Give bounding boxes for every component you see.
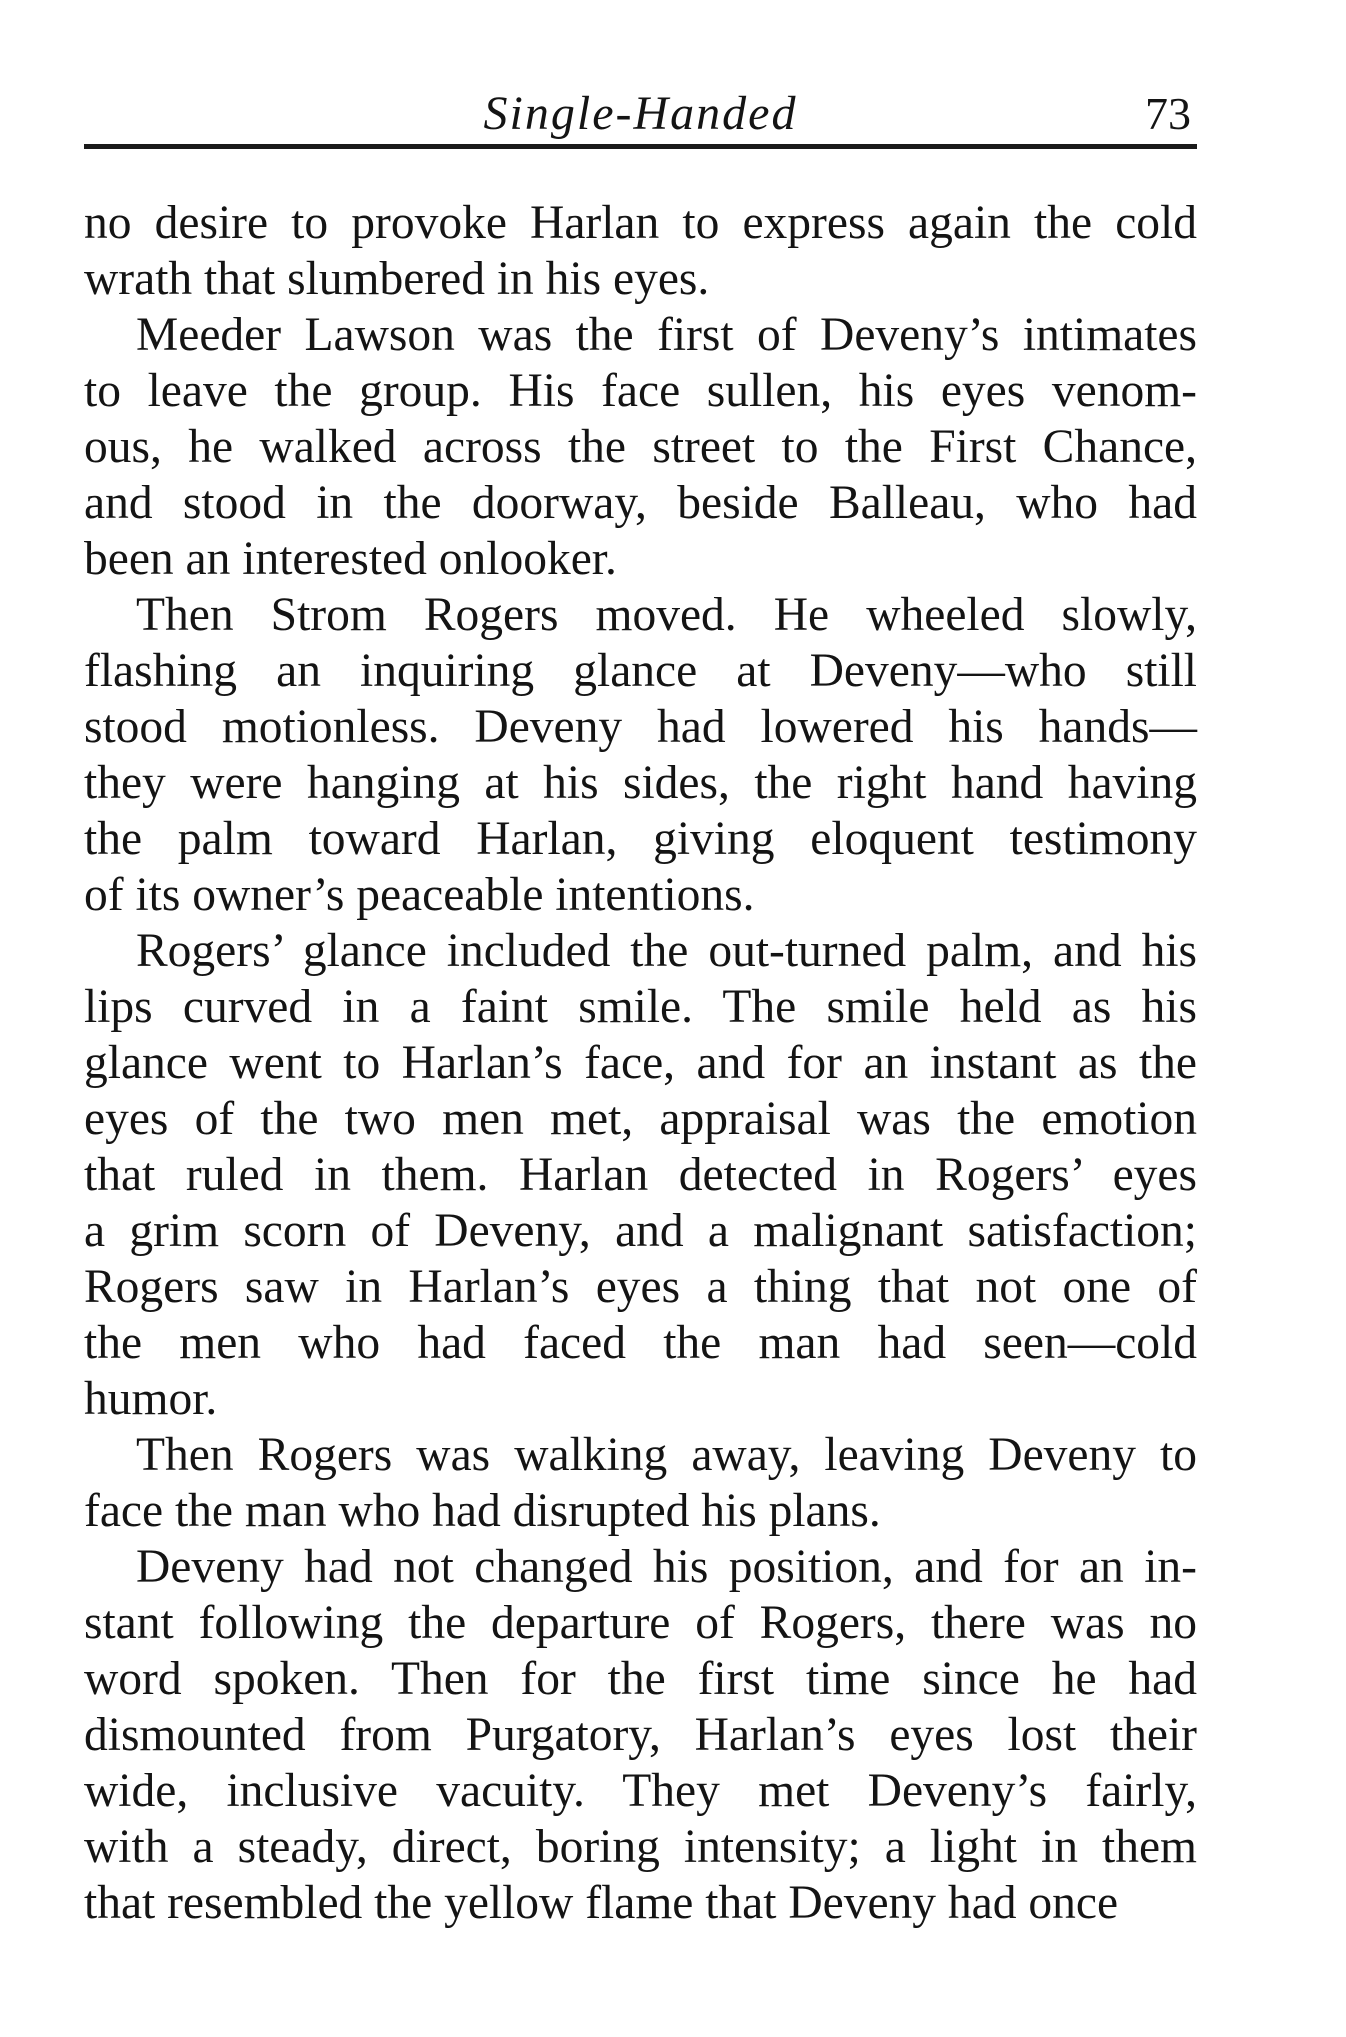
text-line: of its owner’s peaceable intentions. bbox=[84, 869, 755, 921]
page-number: 73 bbox=[1145, 88, 1191, 139]
paragraph bbox=[84, 307, 1197, 587]
running-title: Single-Handed bbox=[483, 87, 798, 140]
text-line: that resembled the yellow flame that Deveny had once bbox=[84, 1877, 1119, 1929]
text-line: with a steady, direct, boring intensity; a light in them bbox=[84, 1821, 1197, 1873]
text-line: stant following the departure of Rogers, there was no bbox=[84, 1597, 1197, 1649]
text-line: Rogers saw in Harlan’s eyes a thing that not one of bbox=[84, 1261, 1197, 1313]
text-line: wrath that slumbered in his eyes. bbox=[84, 253, 710, 305]
running-head bbox=[84, 86, 1197, 149]
paragraph bbox=[84, 195, 1197, 307]
text-line: lips curved in a faint smile. The smile held as his bbox=[84, 981, 1197, 1033]
text-line: face the man who had disrupted his plans. bbox=[84, 1485, 881, 1537]
text-line: and stood in the doorway, beside Balleau, who had bbox=[84, 477, 1197, 529]
text-line: eyes of the two men met, appraisal was the emotion bbox=[84, 1093, 1197, 1145]
text-line: Deveny had not changed his position, and for an in- bbox=[136, 1541, 1197, 1593]
book-page bbox=[84, 86, 1197, 1986]
text-line: they were hanging at his sides, the right hand having bbox=[84, 757, 1197, 809]
text-line: flashing an inquiring glance at Deveny—who still bbox=[84, 645, 1197, 697]
text-line: word spoken. Then for the first time since he had bbox=[84, 1653, 1197, 1705]
text-line: Then Strom Rogers moved. He wheeled slowly, bbox=[136, 589, 1197, 641]
text-line: to leave the group. His face sullen, his eyes venom- bbox=[84, 365, 1197, 417]
text-line: Then Rogers was walking away, leaving Deveny to bbox=[136, 1429, 1197, 1481]
text-line: glance went to Harlan’s face, and for an instant as the bbox=[84, 1037, 1197, 1089]
text-line: that ruled in them. Harlan detected in Rogers’ eyes bbox=[84, 1149, 1197, 1201]
paragraph bbox=[84, 923, 1197, 1427]
text-line: a grim scorn of Deveny, and a malignant satisfaction; bbox=[84, 1205, 1197, 1257]
text-line: the palm toward Harlan, giving eloquent testimony bbox=[84, 813, 1197, 865]
text-line: ous, he walked across the street to the First Chance, bbox=[84, 421, 1197, 473]
paragraph bbox=[84, 587, 1197, 923]
paragraph bbox=[84, 1427, 1197, 1539]
text-line: Meeder Lawson was the first of Deveny’s intimates bbox=[136, 309, 1197, 361]
text-line: been an interested onlooker. bbox=[84, 533, 617, 585]
text-line: Rogers’ glance included the out-turned palm, and his bbox=[136, 925, 1197, 977]
text-line: wide, inclusive vacuity. They met Deveny’s fairly, bbox=[84, 1765, 1197, 1817]
text-line: dismounted from Purgatory, Harlan’s eyes lost their bbox=[84, 1709, 1197, 1761]
paragraph bbox=[84, 1539, 1197, 1931]
text-line: no desire to provoke Harlan to express again the cold bbox=[84, 197, 1197, 249]
text-line: humor. bbox=[84, 1373, 218, 1425]
text-line: stood motionless. Deveny had lowered his hands— bbox=[84, 701, 1197, 753]
text-line: the men who had faced the man had seen—cold bbox=[84, 1317, 1197, 1369]
body-text bbox=[84, 195, 1197, 1931]
